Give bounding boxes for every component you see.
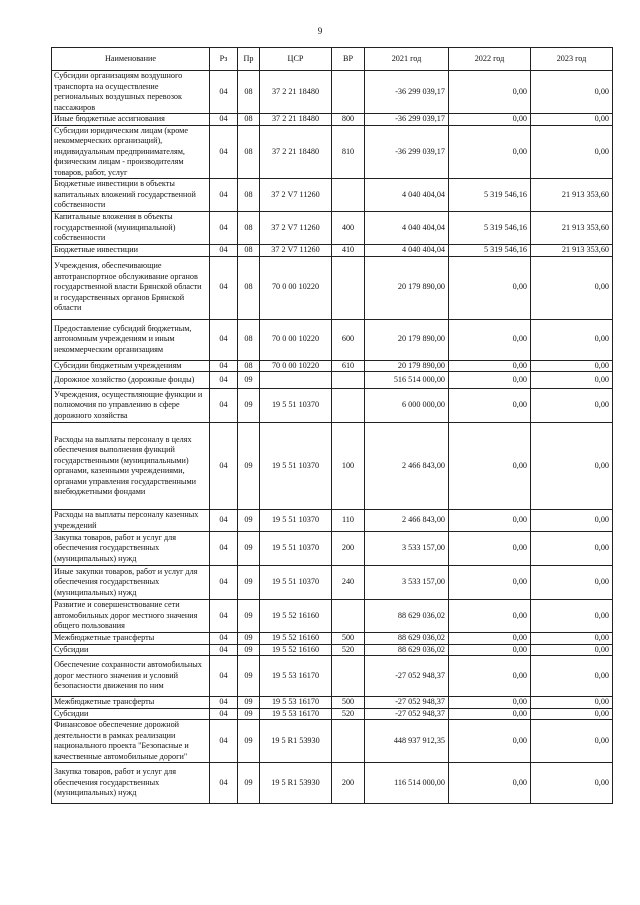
cell-pr: 08 [238,71,260,114]
cell-pr: 09 [238,510,260,532]
cell-2022: 0,00 [449,256,531,319]
cell-name: Расходы на выплаты персоналу казенных учреждений [52,510,210,532]
cell-rz: 04 [210,360,238,372]
cell-2023: 21 913 353,60 [531,212,613,245]
cell-vr: 110 [332,510,365,532]
cell-name: Бюджетные инвестиции в объекты капитальных вложений государственной собственности [52,179,210,212]
table-row [52,114,613,126]
cell-2022: 0,00 [449,114,531,126]
cell-2022: 5 319 546,16 [449,245,531,257]
cell-2022: 0,00 [449,708,531,720]
cell-2021: -27 052 948,37 [365,708,449,720]
table-row [52,633,613,645]
cell-csr: 19 5 53 16170 [260,697,332,709]
cell-rz: 04 [210,532,238,566]
header-2021: 2021 год [365,48,449,71]
cell-2023: 0,00 [531,372,613,389]
cell-vr: 520 [332,708,365,720]
cell-2023: 0,00 [531,71,613,114]
cell-rz: 04 [210,656,238,697]
cell-rz: 04 [210,372,238,389]
cell-2022: 0,00 [449,125,531,179]
cell-vr [332,71,365,114]
cell-2021: -27 052 948,37 [365,697,449,709]
cell-csr: 19 5 51 10370 [260,389,332,423]
cell-2021: 3 533 157,00 [365,566,449,600]
cell-name: Межбюджетные трансферты [52,633,210,645]
cell-name: Расходы на выплаты персоналу в целях обеспечения выполнения функций государственными (муниципальными) органами, казенными учреждениями, органами управления государственными внебюджетными фондами [52,423,210,510]
cell-pr: 08 [238,319,260,360]
cell-2022: 0,00 [449,372,531,389]
cell-2021: 2 466 843,00 [365,510,449,532]
table-row [52,423,613,510]
cell-name: Закупка товаров, работ и услуг для обеспечения государственных (муниципальных) нужд [52,532,210,566]
cell-2022: 0,00 [449,600,531,633]
cell-2023: 0,00 [531,125,613,179]
cell-2022: 0,00 [449,319,531,360]
cell-2021: -36 299 039,17 [365,114,449,126]
cell-2022: 0,00 [449,360,531,372]
cell-name: Субсидии [52,644,210,656]
cell-name: Закупка товаров, работ и услуг для обеспечения государственных (муниципальных) нужд [52,763,210,804]
cell-vr: 240 [332,566,365,600]
cell-2021: 88 629 036,02 [365,600,449,633]
page-number: 9 [317,26,323,36]
cell-2023: 0,00 [531,644,613,656]
cell-2021: 3 533 157,00 [365,532,449,566]
cell-csr: 37 2 V7 11260 [260,245,332,257]
cell-pr: 08 [238,256,260,319]
cell-rz: 04 [210,125,238,179]
cell-pr: 09 [238,600,260,633]
header-name: Наименование [52,48,210,71]
cell-csr: 19 5 53 16170 [260,656,332,697]
cell-pr: 08 [238,125,260,179]
cell-vr: 410 [332,245,365,257]
cell-rz: 04 [210,600,238,633]
cell-name: Учреждения, обеспечивающие автотранспортное обслуживание органов государственной власти Брянской области и государственных органов Брянской области [52,256,210,319]
cell-rz: 04 [210,510,238,532]
cell-2021: -36 299 039,17 [365,125,449,179]
cell-name: Иные закупки товаров, работ и услуг для обеспечения государственных (муниципальных) нужд [52,566,210,600]
budget-table [51,47,613,804]
header-csr: ЦСР [260,48,332,71]
cell-csr: 19 5 R1 53930 [260,720,332,763]
cell-2022: 0,00 [449,532,531,566]
table-row [52,644,613,656]
cell-rz: 04 [210,697,238,709]
cell-2023: 0,00 [531,423,613,510]
cell-2021: 20 179 890,00 [365,360,449,372]
table-row [52,510,613,532]
cell-rz: 04 [210,763,238,804]
cell-pr: 08 [238,245,260,257]
header-row [52,48,613,71]
table-row [52,372,613,389]
cell-vr [332,372,365,389]
cell-rz: 04 [210,644,238,656]
cell-rz: 04 [210,389,238,423]
header-pr: Пр [238,48,260,71]
cell-pr: 09 [238,656,260,697]
cell-2023: 0,00 [531,566,613,600]
cell-csr: 19 5 52 16160 [260,644,332,656]
cell-vr [332,656,365,697]
cell-2023: 0,00 [531,360,613,372]
cell-csr: 37 2 21 18480 [260,125,332,179]
cell-2021: 88 629 036,02 [365,644,449,656]
cell-vr [332,389,365,423]
cell-rz: 04 [210,71,238,114]
table-row [52,389,613,423]
cell-rz: 04 [210,319,238,360]
cell-pr: 09 [238,633,260,645]
cell-2023: 0,00 [531,114,613,126]
cell-csr: 19 5 R1 53930 [260,763,332,804]
cell-vr: 610 [332,360,365,372]
header-2022: 2022 год [449,48,531,71]
cell-rz: 04 [210,114,238,126]
cell-2022: 0,00 [449,720,531,763]
cell-csr: 70 0 00 10220 [260,256,332,319]
cell-csr [260,372,332,389]
table-row [52,245,613,257]
cell-2021: 448 937 912,35 [365,720,449,763]
cell-2022: 5 319 546,16 [449,179,531,212]
cell-csr: 37 2 V7 11260 [260,212,332,245]
cell-name: Субсидии организациям воздушного транспорта на осуществление региональных воздушных перевозок пассажиров [52,71,210,114]
cell-pr: 09 [238,697,260,709]
cell-name: Обеспечение сохранности автомобильных дорог местного значения и условий безопасности движения по ним [52,656,210,697]
cell-csr: 19 5 51 10370 [260,566,332,600]
cell-2021: 516 514 000,00 [365,372,449,389]
cell-rz: 04 [210,245,238,257]
cell-name: Учреждения, осуществляющие функции и полномочия по управлению в сфере дорожного хозяйства [52,389,210,423]
cell-vr [332,600,365,633]
cell-name: Предоставление субсидий бюджетным, автономным учреждениям и иным некоммерческим организациям [52,319,210,360]
cell-rz: 04 [210,256,238,319]
cell-vr: 800 [332,114,365,126]
cell-name: Финансовое обеспечение дорожной деятельности в рамках реализации национального проекта "Безопасные и качественные автомобильные дороги" [52,720,210,763]
cell-vr [332,256,365,319]
cell-vr: 500 [332,633,365,645]
cell-2021: 88 629 036,02 [365,633,449,645]
cell-vr: 520 [332,644,365,656]
cell-2022: 0,00 [449,763,531,804]
cell-rz: 04 [210,566,238,600]
cell-name: Межбюджетные трансферты [52,697,210,709]
cell-name: Капитальные вложения в объекты государственной (муниципальной) собственности [52,212,210,245]
cell-pr: 08 [238,360,260,372]
table-row [52,256,613,319]
cell-rz: 04 [210,179,238,212]
table-row [52,720,613,763]
cell-pr: 09 [238,423,260,510]
header-2023: 2023 год [531,48,613,71]
header-rz: Рз [210,48,238,71]
table-row [52,319,613,360]
cell-2023: 0,00 [531,708,613,720]
cell-2023: 0,00 [531,763,613,804]
cell-2023: 0,00 [531,389,613,423]
cell-pr: 09 [238,763,260,804]
table-row [52,532,613,566]
cell-name: Субсидии юридическим лицам (кроме некоммерческих организаций), индивидуальным предпринимателям, физическим лицам - производителям товаров, работ, услуг [52,125,210,179]
cell-csr: 19 5 52 16160 [260,600,332,633]
cell-2021: -27 052 948,37 [365,656,449,697]
cell-2023: 0,00 [531,319,613,360]
cell-2022: 0,00 [449,510,531,532]
cell-2021: 2 466 843,00 [365,423,449,510]
cell-vr [332,720,365,763]
cell-csr: 19 5 51 10370 [260,510,332,532]
cell-pr: 09 [238,372,260,389]
cell-vr: 500 [332,697,365,709]
cell-2023: 0,00 [531,510,613,532]
cell-pr: 09 [238,720,260,763]
cell-2021: 116 514 000,00 [365,763,449,804]
cell-vr: 100 [332,423,365,510]
cell-rz: 04 [210,633,238,645]
cell-name: Развитие и совершенствование сети автомобильных дорог местного значения общего пользования [52,600,210,633]
cell-2021: 4 040 404,04 [365,212,449,245]
cell-2022: 0,00 [449,71,531,114]
cell-2023: 0,00 [531,720,613,763]
cell-2023: 0,00 [531,633,613,645]
cell-pr: 09 [238,532,260,566]
cell-csr: 19 5 53 16170 [260,708,332,720]
cell-2023: 0,00 [531,256,613,319]
cell-rz: 04 [210,423,238,510]
table-row [52,763,613,804]
cell-2022: 0,00 [449,566,531,600]
table-row [52,360,613,372]
cell-vr: 400 [332,212,365,245]
cell-name: Субсидии бюджетным учреждениям [52,360,210,372]
cell-pr: 08 [238,114,260,126]
cell-2021: 6 000 000,00 [365,389,449,423]
cell-csr: 70 0 00 10220 [260,360,332,372]
cell-2021: 20 179 890,00 [365,256,449,319]
cell-pr: 08 [238,212,260,245]
cell-2022: 0,00 [449,633,531,645]
table-row [52,71,613,114]
cell-csr: 37 2 21 18480 [260,114,332,126]
table-row [52,125,613,179]
cell-2021: 4 040 404,04 [365,179,449,212]
cell-csr: 37 2 V7 11260 [260,179,332,212]
cell-2021: 20 179 890,00 [365,319,449,360]
cell-name: Дорожное хозяйство (дорожные фонды) [52,372,210,389]
cell-rz: 04 [210,720,238,763]
cell-2023: 0,00 [531,600,613,633]
cell-2022: 0,00 [449,697,531,709]
table-row [52,708,613,720]
cell-vr: 810 [332,125,365,179]
cell-pr: 08 [238,179,260,212]
cell-csr: 37 2 21 18480 [260,71,332,114]
cell-2022: 0,00 [449,656,531,697]
cell-name: Субсидии [52,708,210,720]
cell-vr: 200 [332,532,365,566]
cell-2023: 0,00 [531,697,613,709]
cell-vr: 200 [332,763,365,804]
cell-pr: 09 [238,644,260,656]
cell-2023: 21 913 353,60 [531,245,613,257]
table-row [52,179,613,212]
cell-2022: 0,00 [449,423,531,510]
cell-rz: 04 [210,708,238,720]
cell-2021: -36 299 039,17 [365,71,449,114]
cell-name: Иные бюджетные ассигнования [52,114,210,126]
cell-vr: 600 [332,319,365,360]
table-row [52,600,613,633]
cell-2023: 21 913 353,60 [531,179,613,212]
cell-2022: 0,00 [449,644,531,656]
cell-csr: 19 5 51 10370 [260,423,332,510]
cell-2022: 5 319 546,16 [449,212,531,245]
cell-2021: 4 040 404,04 [365,245,449,257]
header-vr: ВР [332,48,365,71]
cell-csr: 19 5 51 10370 [260,532,332,566]
table-row [52,697,613,709]
cell-2022: 0,00 [449,389,531,423]
cell-2023: 0,00 [531,532,613,566]
cell-pr: 09 [238,566,260,600]
cell-rz: 04 [210,212,238,245]
cell-2023: 0,00 [531,656,613,697]
cell-csr: 70 0 00 10220 [260,319,332,360]
table-row [52,566,613,600]
cell-csr: 19 5 52 16160 [260,633,332,645]
cell-name: Бюджетные инвестиции [52,245,210,257]
cell-pr: 09 [238,708,260,720]
cell-pr: 09 [238,389,260,423]
table-row [52,656,613,697]
cell-vr [332,179,365,212]
table-row [52,212,613,245]
